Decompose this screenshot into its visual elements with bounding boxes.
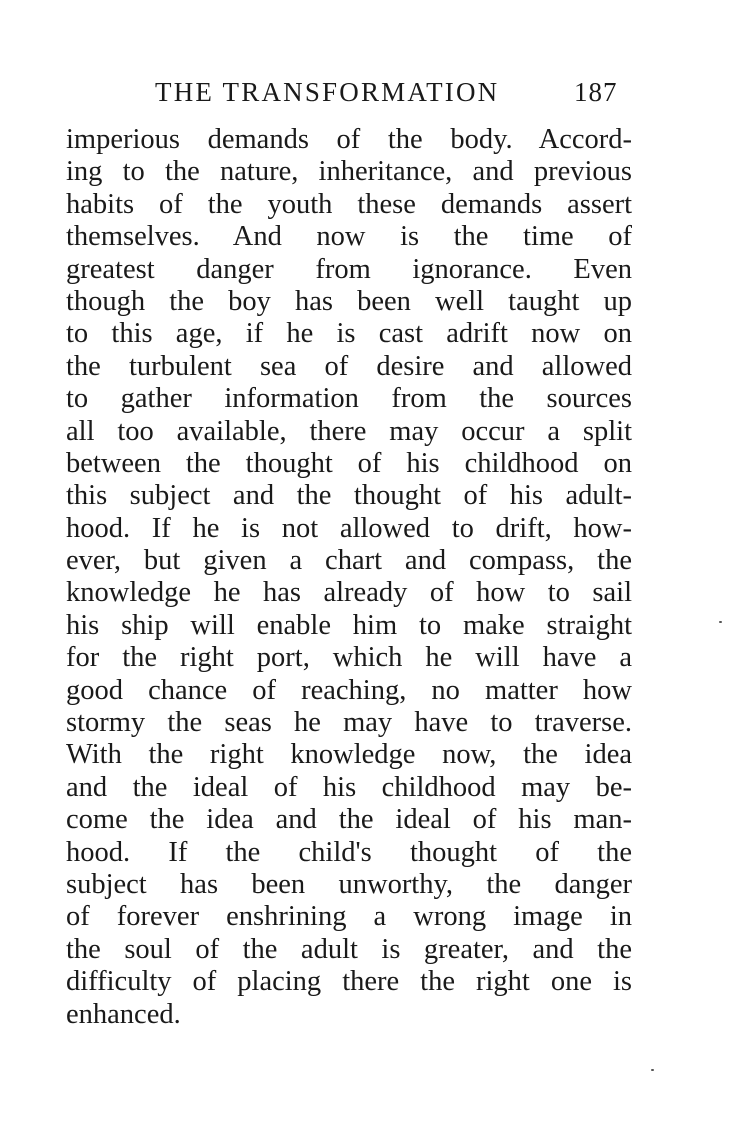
text-line: his ship will enable him to make straight	[66, 609, 632, 641]
text-line: ever, but given a chart and compass, the	[66, 545, 632, 577]
text-line: themselves. And now is the time of	[66, 221, 632, 253]
body-paragraph	[66, 124, 632, 1031]
text-line: hood. If he is not allowed to drift, how-	[66, 512, 632, 544]
text-line: though the boy has been well taught up	[66, 285, 632, 317]
running-head-title: THE TRANSFORMATION	[155, 77, 500, 107]
text-line: of forever enshrining a wrong image in	[66, 901, 632, 933]
scan-speck	[719, 621, 722, 623]
scan-speck	[651, 1069, 654, 1071]
text-line: and the ideal of his childhood may be-	[66, 771, 632, 803]
text-line: imperious demands of the body. Accord-	[66, 124, 632, 155]
text-line: habits of the youth these demands assert	[66, 188, 632, 220]
text-line: all too available, there may occur a split	[66, 415, 632, 447]
text-line: this subject and the thought of his adult-	[66, 480, 632, 512]
text-line: the turbulent sea of desire and allowed	[66, 350, 632, 382]
page-number: 187	[574, 77, 618, 107]
text-line: stormy the seas he may have to traverse.	[66, 707, 632, 739]
text-line: good chance of reaching, no matter how	[66, 674, 632, 706]
text-line: for the right port, which he will have a	[66, 642, 632, 674]
text-line-last: enhanced.	[66, 998, 181, 1030]
text-line: greatest danger from ignorance. Even	[66, 253, 632, 285]
text-line: hood. If the child's thought of the	[66, 836, 632, 868]
text-line: the soul of the adult is greater, and the	[66, 933, 632, 965]
text-line: subject has been unworthy, the danger	[66, 868, 632, 900]
text-line: to this age, if he is cast adrift now on	[66, 318, 632, 350]
text-line: With the right knowledge now, the idea	[66, 739, 632, 771]
text-line: knowledge he has already of how to sail	[66, 577, 632, 609]
text-line: difficulty of placing there the right one is	[66, 966, 632, 998]
text-line: between the thought of his childhood on	[66, 447, 632, 479]
text-line: to gather information from the sources	[66, 383, 632, 415]
text-line: ing to the nature, inheritance, and previous	[66, 156, 632, 188]
text-line: come the idea and the ideal of his man-	[66, 804, 632, 836]
